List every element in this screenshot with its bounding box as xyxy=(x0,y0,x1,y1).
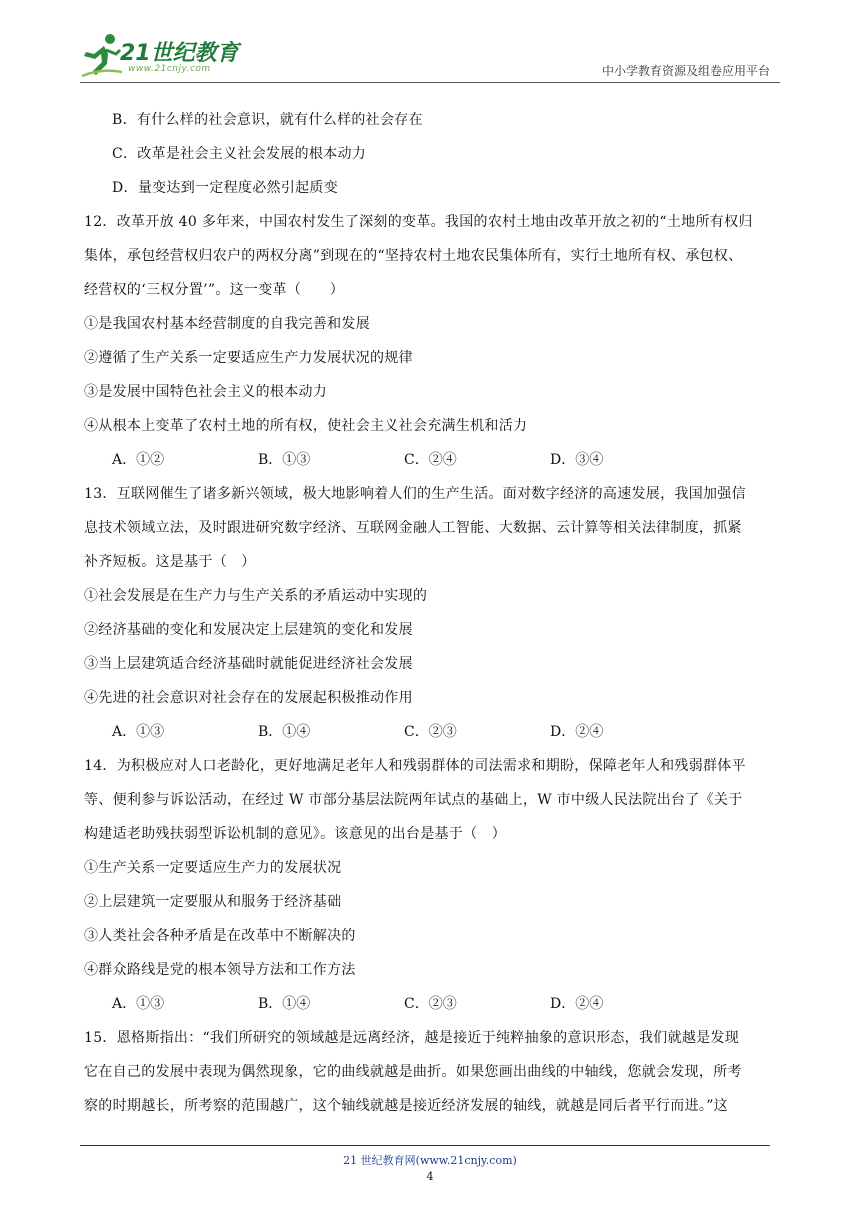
statement-item: ②上层建筑一定要服从和服务于经济基础 xyxy=(84,894,342,910)
footer-site-link[interactable]: 21 世纪教育网(www.21cnjy.com) xyxy=(343,1154,517,1167)
question-13-options xyxy=(84,715,774,749)
page-number: 4 xyxy=(426,1170,434,1183)
choice-c: C．②④ xyxy=(404,452,457,468)
question-13-text: 13．互联网催生了诸多新兴领域，极大地影响着人们的生产生活。面对数字经济的高速发展，我国加强信 xyxy=(84,486,746,502)
logo-url: www.21cnjy.com xyxy=(128,64,211,74)
option-line: C．改革是社会主义社会发展的根本动力 xyxy=(112,146,367,162)
question-14-text: 等、便利参与诉讼活动，在经过 W 市部分基层法院两年试点的基础上，W 市中级人民法院出台了《关于 xyxy=(84,792,743,808)
question-12-text: 经营权的‘三权分置’”。这一变革（ ） xyxy=(84,282,345,298)
choice-d: D．②④ xyxy=(550,724,604,740)
page-header xyxy=(80,30,780,82)
question-15-text: 15．恩格斯指出：“我们所研究的领域越是远离经济，越是接近于纯粹抽象的意识形态，我们就越是发现 xyxy=(84,1030,740,1046)
question-15-text: 察的时期越长，所考察的范围越广，这个轴线就越是接近经济发展的轴线，就越是同后者平行而进。”这 xyxy=(84,1098,728,1114)
choice-a: A．①③ xyxy=(112,996,165,1012)
statement-item: ④先进的社会意识对社会存在的发展起积极推动作用 xyxy=(84,690,413,706)
document-body xyxy=(84,103,774,1123)
question-12-options xyxy=(84,443,774,477)
question-12-text: 12．改革开放 40 多年来，中国农村发生了深刻的变革。我国的农村土地由改革开放之初的“土地所有权归 xyxy=(84,214,753,230)
statement-item: ③是发展中国特色社会主义的根本动力 xyxy=(84,384,328,400)
choice-d: D．②④ xyxy=(550,996,604,1012)
logo-wordmark: 21世纪教育 xyxy=(120,41,239,66)
question-13-text: 补齐短板。这是基于（ ） xyxy=(84,554,256,570)
statement-item: ①社会发展是在生产力与生产关系的矛盾运动中实现的 xyxy=(84,588,428,604)
option-line: B．有什么样的社会意识，就有什么样的社会存在 xyxy=(112,112,423,128)
choice-b: B．①③ xyxy=(258,452,311,468)
statement-item: ③当上层建筑适合经济基础时就能促进经济社会发展 xyxy=(84,656,413,672)
site-logo xyxy=(80,30,250,80)
choice-c: C．②③ xyxy=(404,996,457,1012)
choice-a: A．①② xyxy=(112,452,165,468)
statement-item: ②经济基础的变化和发展决定上层建筑的变化和发展 xyxy=(84,622,413,638)
statement-item: ②遵循了生产关系一定要适应生产力发展状况的规律 xyxy=(84,350,413,366)
question-14-options xyxy=(84,987,774,1021)
footer-divider xyxy=(80,1145,770,1146)
header-divider xyxy=(80,82,780,83)
statement-item: ①生产关系一定要适应生产力的发展状况 xyxy=(84,860,342,876)
runner-logo-icon xyxy=(80,32,124,78)
question-13-text: 息技术领域立法，及时跟进研究数字经济、互联网金融人工智能、大数据、云计算等相关法律制度，抓紧 xyxy=(84,520,742,536)
question-15-text: 它在自己的发展中表现为偶然现象，它的曲线就越是曲折。如果您画出曲线的中轴线，您就会发现，所考 xyxy=(84,1064,742,1080)
statement-item: ③人类社会各种矛盾是在改革中不断解决的 xyxy=(84,928,356,944)
question-14-text: 14．为积极应对人口老龄化，更好地满足老年人和残弱群体的司法需求和期盼，保障老年人和残弱群体平 xyxy=(84,758,746,774)
choice-b: B．①④ xyxy=(258,724,311,740)
choice-a: A．①③ xyxy=(112,724,165,740)
question-12-text: 集体，承包经营权归农户的两权分离”到现在的“坚持农村土地农民集体所有，实行土地所有权、承包权、 xyxy=(84,248,743,264)
statement-item: ④从根本上变革了农村土地的所有权，使社会主义社会充满生机和活力 xyxy=(84,418,528,434)
question-14-text: 构建适老助残扶弱型诉讼机制的意见》。该意见的出台是基于（ ） xyxy=(84,826,506,842)
choice-d: D．③④ xyxy=(550,452,604,468)
choice-c: C．②③ xyxy=(404,724,457,740)
option-line: D．量变达到一定程度必然引起质变 xyxy=(112,180,339,196)
header-platform-name: 中小学教育资源及组卷应用平台 xyxy=(601,64,770,78)
choice-b: B．①④ xyxy=(258,996,311,1012)
statement-item: ④群众路线是党的根本领导方法和工作方法 xyxy=(84,962,356,978)
statement-item: ①是我国农村基本经营制度的自我完善和发展 xyxy=(84,316,370,332)
